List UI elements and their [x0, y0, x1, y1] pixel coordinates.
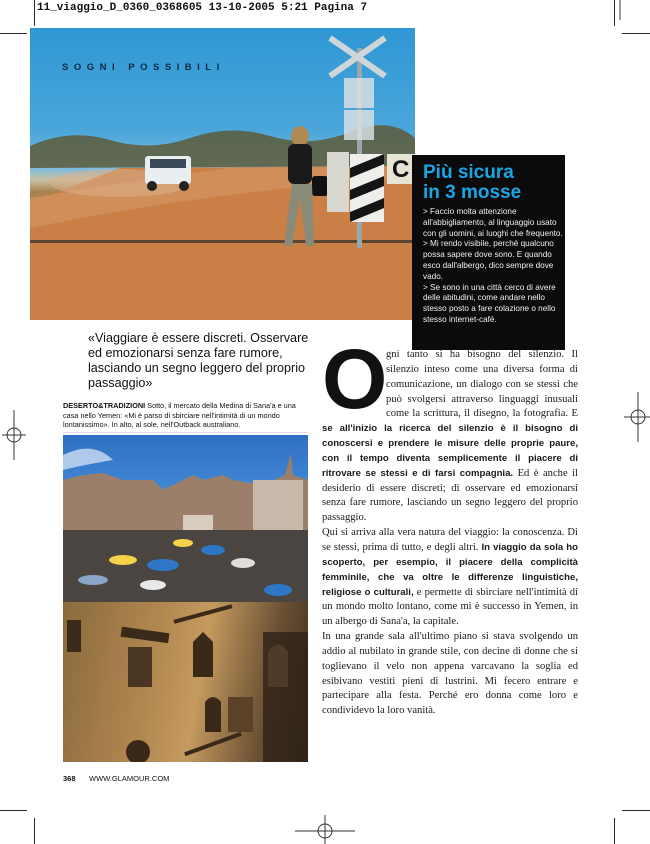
registration-mark-left — [2, 410, 26, 460]
photo-sanaa-market — [63, 435, 308, 602]
sidebar-tip: > Mi rendo visibile, perché qualcuno possa sapere dove sono. E quando esco dall'albergo, dico sempre dove vado. — [423, 239, 554, 281]
section-kicker: SOGNI POSSIBILI — [62, 62, 225, 73]
website-link[interactable]: WWW.GLAMOUR.COM — [89, 774, 170, 783]
article-text: Ed è anche il desiderio di essere discreti; di osservare ed emozionarsi senza fare rumore, lasciando un segno leggero del proprio passaggio. — [322, 467, 579, 524]
article-bold-text: se all'inizio la ricerca del silenzio è il bisogno di conoscersi e prendere le misure delle proprie paure, con il tempo diventa semplicemente il piacere di ritrovare se stessi e di farsi compagnia. — [322, 423, 578, 479]
market-illustration — [63, 435, 308, 602]
print-slug: 11_viaggio_D_0360_0368605 13-10-2005 5:21 Pagina 7 — [37, 2, 368, 14]
caption-text: Sotto, il mercato della Medina di Sana'a e una casa nello Yemen: «Mi è parso di sbirciare nell'intimità di un mondo lontanissimo». In alto, al sole, nell'Outback australiano. — [63, 401, 296, 430]
safety-tips-sidebar — [412, 155, 565, 350]
registration-mark-bottom — [295, 815, 355, 844]
article-text: gni tanto si ha bisogno del silenzio. Il silenzio inteso come una diversa forma di comunicazione, un dialogo con se stessi che può svolgersi attraverso linguaggi inusuali come la scrittura, il disegno, la fotografia. E — [386, 349, 578, 420]
sidebar-tip: > Faccio molta attenzione all'abbigliamento, al linguaggio usato con gli uomini, ai luoghi che frequento. — [423, 207, 563, 238]
caption-label: DESERTO&TRADIZIONI — [63, 401, 146, 410]
article-bold-text: In viaggio da sola ho scoperto, per esempio, il piacere della complicità femminile, che va oltre le differenze linguistiche, religiose o culturali, — [322, 541, 578, 598]
photo-yemen-house — [63, 602, 308, 762]
sidebar-tip: > Se sono in una città cerco di avere delle abitudini, come andare nello stesso posto a fare colazione o nello stesso internet-café. — [423, 282, 556, 324]
photo-caption — [63, 401, 313, 430]
sign-letter: C — [392, 156, 410, 183]
article-paragraph — [322, 526, 578, 630]
caption-divider — [63, 432, 308, 433]
crop-mark-br-v — [614, 818, 615, 844]
crop-mark-br-h — [622, 810, 650, 811]
drop-cap: O — [322, 332, 388, 426]
house-illustration — [63, 602, 308, 762]
crop-mark-bl-v — [34, 818, 35, 844]
pull-quote: «Viaggiare è essere discreti. Osservare ed emozionarsi senza fare rumore, lasciando un segno leggero del proprio passaggio» — [88, 331, 309, 390]
crop-mark-bl-h — [0, 810, 27, 811]
article-body — [322, 332, 579, 719]
crop-mark-tr-h — [622, 33, 650, 34]
sidebar-title-line2: in 3 mosse — [423, 182, 522, 203]
article-text: Qui si arriva alla vera natura del viaggio: la conoscenza. Di se stessi, prima di tutto, e degli altri. — [322, 527, 578, 553]
crop-mark-tl-v — [34, 0, 35, 26]
article-paragraph: In una grande sala all'ultimo piano si stava svolgendo un addio al nubilato in grande stile, con decine di donne che si toglievano il velo non appena varcavano la soglia ed esibivano vestiti pieni di lustrini. Mi fecero entrare e partecipare alla festa. Perché ero donna come loro e condividevo la loro vanità. — [322, 631, 578, 717]
sidebar-list — [423, 207, 563, 326]
sidebar-title — [423, 163, 563, 203]
sidebar-title-line1: Più sicura — [423, 162, 514, 183]
registration-mark-top-right — [600, 0, 640, 20]
page-number: 368 — [63, 774, 76, 783]
crop-mark-tl-h — [0, 33, 27, 34]
article-text: e permette di sbirciare nell'intimità di un mondo molto lontano, come mi è successo in Yemen, in un albergo di Sana'a, la capitale. — [322, 586, 578, 628]
registration-mark-right — [622, 392, 650, 442]
